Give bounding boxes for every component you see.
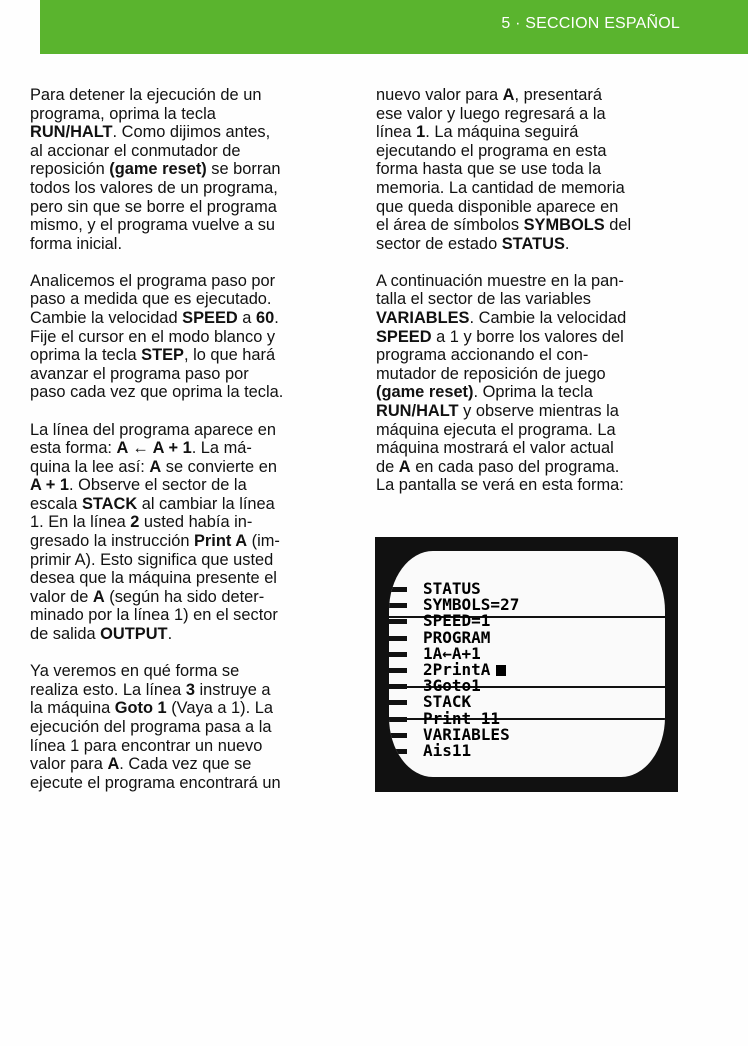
cursor-block [496, 665, 506, 676]
text-run: Ya veremos en qué forma se realiza esto. La línea [30, 662, 240, 699]
screen-line-text: 3Goto1 [423, 676, 481, 696]
text-run: se convierte en [165, 457, 277, 476]
text-run: a [237, 309, 256, 328]
bold-term: A ← A + 1 [116, 439, 192, 458]
bold-term: 3 [185, 680, 195, 699]
screen-line-text: SYMBOLS=27 [423, 595, 520, 615]
bold-term: (game reset) [376, 383, 474, 402]
bold-term: A + 1 [30, 476, 70, 495]
bold-term: Goto 1 [114, 699, 167, 718]
text-run: , lo que hará avanzar el programa paso por paso cada vez que oprima la tecla. [30, 346, 284, 402]
text-run: nuevo valor para [376, 86, 503, 104]
screen-line-text: Ais11 [423, 741, 472, 760]
paragraph [30, 662, 330, 792]
bold-term: Print A [194, 532, 248, 551]
screen-line-marker [389, 684, 407, 689]
text-run: usted había in- gresado la instrucción [30, 513, 253, 551]
text-run: Analicemos el programa paso por paso a medida que es ejecutado. Cambie la velocidad [30, 271, 276, 328]
screen-line-text: VARIABLES [423, 724, 510, 744]
bold-term: A [398, 457, 411, 476]
screen-line-text: 1A←A+1 [423, 643, 481, 663]
section-header-bar [40, 0, 748, 54]
text-run: se borran todos los valores de un programa, pero sin que se borre el programa mismo, y el programa vuelve a su forma inicial. [30, 160, 281, 253]
text-run: (según ha sido deter- minado por la línea 1) en el sector de salida [30, 587, 278, 644]
text-run: del sector de estado [376, 216, 632, 253]
right-text-column [376, 86, 681, 513]
bold-term: A [502, 86, 515, 104]
screen-line-text: Print 11 [423, 708, 501, 728]
bold-term: OUTPUT [100, 625, 168, 644]
screen-line-text: STACK [423, 692, 472, 712]
paragraph [30, 86, 330, 253]
section-title: 5 · SECCION ESPAÑOL [501, 15, 680, 32]
screen-line-text: SPEED=1 [423, 611, 491, 631]
screen-line-marker [389, 668, 407, 673]
bold-term: SPEED [182, 309, 238, 328]
screen-line-marker [389, 733, 407, 738]
text-run: . Fije el cursor en el modo blanco y oprima la tecla [30, 309, 279, 365]
text-run: . Cada vez que se ejecute el programa encontrará un [30, 755, 281, 792]
tv-screen-illustration [375, 537, 678, 792]
text-run: . La má- quina la lee así: [30, 439, 252, 476]
text-run: a 1 y borre los valores del programa accionando el con- mutador de reposición de juego [376, 327, 624, 383]
bold-term: 1 [416, 123, 426, 142]
text-run: (Vaya a 1). La ejecución del programa pasa a la línea 1 para encontrar un nuevo valor para [30, 699, 273, 774]
bold-term: A [92, 587, 105, 606]
tv-screen-display [389, 551, 665, 777]
screen-line-text: STATUS [423, 579, 481, 598]
bold-term: STATUS [501, 234, 565, 253]
text-run: La línea del programa aparece en esta forma: [30, 420, 277, 458]
bold-term: SPEED [376, 327, 432, 346]
paragraph [376, 86, 681, 253]
bold-term: STEP [141, 346, 184, 365]
bold-term: RUN/HALT [30, 123, 113, 142]
bold-term: SYMBOLS [523, 216, 605, 235]
paragraph [30, 421, 330, 644]
screen-line-marker [389, 587, 407, 592]
text-run: , presentará ese valor y luego regresará a la línea [376, 86, 606, 142]
paragraph [30, 272, 330, 402]
screen-line [423, 743, 471, 759]
bold-term: VARIABLES [376, 309, 470, 328]
text-run: al cambiar la línea 1. En la línea [30, 494, 275, 532]
text-run: . Oprima la tecla [473, 383, 593, 402]
screen-line-text: 2PrintA [423, 660, 491, 679]
text-run: A continuación muestre en la pan- talla el sector de las variables [376, 271, 624, 309]
screen-line-marker [389, 619, 407, 624]
screen-line-marker [389, 749, 407, 754]
bold-term: 2 [130, 513, 140, 532]
text-run: . Como dijimos antes, al accionar el conmutador de reposición [30, 123, 271, 179]
bold-term: (game reset) [109, 160, 207, 179]
text-run: . Observe el sector de la escala [30, 476, 247, 513]
text-run: y observe mientras la máquina ejecuta el programa. La máquina mostrará el valor actual de [376, 402, 619, 476]
bold-term: 60 [255, 309, 275, 328]
bold-term: RUN/HALT [376, 402, 459, 420]
text-run: Para detener la ejecución de un programa, oprima la tecla [30, 86, 262, 123]
screen-line-marker [389, 717, 407, 722]
left-text-column [30, 86, 330, 811]
text-run: . [167, 625, 173, 644]
screen-line-marker [389, 700, 407, 705]
paragraph [376, 272, 681, 495]
screen-line-marker [389, 603, 407, 608]
text-run: (im- primir A). Esto significa que usted desea que la máquina presente el valor de [30, 532, 280, 606]
text-run: instruye a la máquina [30, 680, 271, 718]
bold-term: STACK [81, 494, 138, 513]
screen-line-marker [389, 636, 407, 641]
text-run: . La máquina seguirá ejecutando el programa en esta forma hasta que se use toda la memoria. La cantidad de memoria que queda disponible aparece en el área de símbolos [376, 123, 625, 235]
text-run: en cada paso del programa. La pantalla se verá en esta forma: [376, 457, 624, 495]
screen-line-text: PROGRAM [423, 627, 491, 647]
text-run: . Cambie la velocidad [469, 309, 627, 328]
text-run: . [564, 234, 570, 253]
screen-line-marker [389, 652, 407, 657]
bold-term: A [149, 457, 162, 476]
bold-term: A [107, 755, 120, 774]
